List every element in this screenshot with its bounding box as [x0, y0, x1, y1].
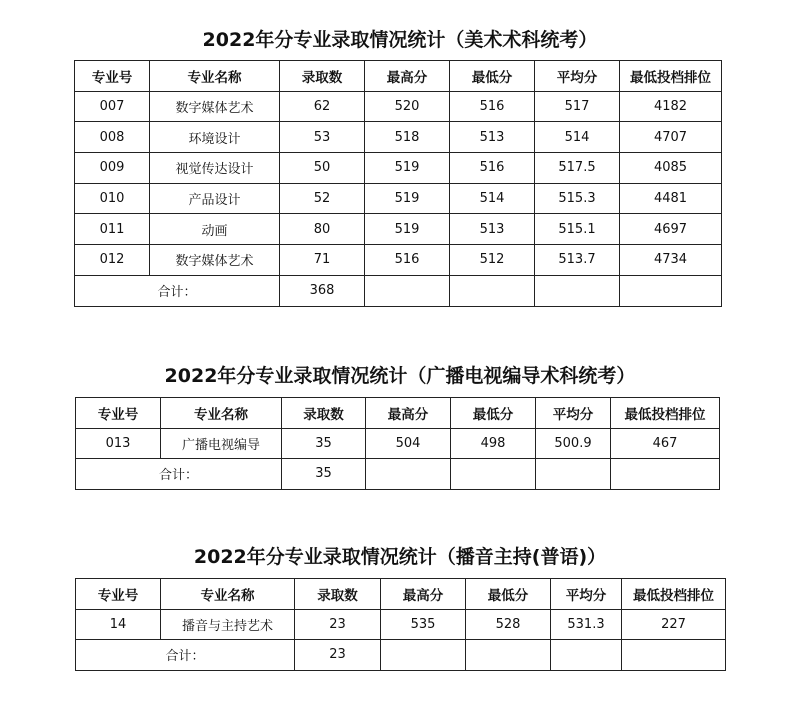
total-value: 23	[295, 640, 381, 671]
cell-major-code: 007	[75, 91, 150, 122]
empty-cell	[451, 459, 536, 490]
empty-cell	[366, 459, 451, 490]
empty-cell	[466, 640, 551, 671]
section-3-title: 2022年分专业录取情况统计（播音主持(普语)）	[193, 546, 607, 568]
cell-major-name: 数字媒体艺术	[150, 245, 280, 276]
empty-cell	[551, 640, 622, 671]
cell-min-rank: 4085	[620, 153, 722, 184]
total-label: 合计：	[76, 459, 282, 490]
header-avg-score: 平均分	[551, 579, 622, 610]
header-max-score: 最高分	[366, 398, 451, 429]
table-row	[76, 428, 720, 459]
empty-cell	[536, 459, 611, 490]
cell-min-rank: 4481	[620, 183, 722, 214]
cell-admitted: 50	[280, 153, 365, 184]
empty-cell	[622, 640, 726, 671]
cell-max-score: 518	[365, 122, 450, 153]
table-row	[75, 122, 722, 153]
header-avg-score: 平均分	[535, 61, 620, 92]
cell-major-code: 009	[75, 153, 150, 184]
empty-cell	[611, 459, 720, 490]
empty-cell	[620, 275, 722, 306]
cell-min-score: 516	[450, 153, 535, 184]
cell-min-score: 513	[450, 122, 535, 153]
header-admitted: 录取数	[295, 579, 381, 610]
cell-max-score: 519	[365, 153, 450, 184]
cell-avg-score: 517	[535, 91, 620, 122]
empty-cell	[365, 275, 450, 306]
cell-major-code: 012	[75, 245, 150, 276]
header-major-code: 专业号	[75, 61, 150, 92]
header-min-score: 最低分	[450, 61, 535, 92]
cell-major-name: 产品设计	[150, 183, 280, 214]
cell-max-score: 535	[381, 609, 466, 640]
cell-avg-score: 515.3	[535, 183, 620, 214]
section-1-table	[74, 60, 722, 307]
total-row	[76, 459, 720, 490]
cell-major-name: 播音与主持艺术	[161, 609, 295, 640]
cell-avg-score: 513.7	[535, 245, 620, 276]
cell-min-score: 498	[451, 428, 536, 459]
section-2-title: 2022年分专业录取情况统计（广播电视编导术科统考）	[164, 365, 636, 387]
cell-major-name: 环境设计	[150, 122, 280, 153]
cell-major-name: 广播电视编导	[161, 428, 282, 459]
cell-avg-score: 531.3	[551, 609, 622, 640]
table-header-row	[76, 579, 726, 610]
header-admitted: 录取数	[282, 398, 366, 429]
cell-avg-score: 515.1	[535, 214, 620, 245]
header-min-score: 最低分	[451, 398, 536, 429]
header-admitted: 录取数	[280, 61, 365, 92]
table-row	[75, 91, 722, 122]
table-row	[75, 183, 722, 214]
cell-min-rank: 4734	[620, 245, 722, 276]
cell-min-score: 513	[450, 214, 535, 245]
header-major-name: 专业名称	[150, 61, 280, 92]
table-row	[76, 609, 726, 640]
cell-min-score: 514	[450, 183, 535, 214]
header-min-rank: 最低投档排位	[611, 398, 720, 429]
cell-major-name: 视觉传达设计	[150, 153, 280, 184]
header-major-code: 专业号	[76, 579, 161, 610]
cell-max-score: 504	[366, 428, 451, 459]
cell-admitted: 80	[280, 214, 365, 245]
cell-min-rank: 4707	[620, 122, 722, 153]
cell-max-score: 520	[365, 91, 450, 122]
cell-min-score: 512	[450, 245, 535, 276]
header-major-code: 专业号	[76, 398, 161, 429]
header-max-score: 最高分	[381, 579, 466, 610]
total-value: 368	[280, 275, 365, 306]
cell-avg-score: 517.5	[535, 153, 620, 184]
total-row	[75, 275, 722, 306]
cell-admitted: 62	[280, 91, 365, 122]
cell-major-code: 008	[75, 122, 150, 153]
cell-min-rank: 4697	[620, 214, 722, 245]
cell-admitted: 71	[280, 245, 365, 276]
section-2-table	[75, 397, 720, 490]
table-header-row	[75, 61, 722, 92]
empty-cell	[450, 275, 535, 306]
cell-major-code: 010	[75, 183, 150, 214]
total-row	[76, 640, 726, 671]
header-max-score: 最高分	[365, 61, 450, 92]
cell-min-rank: 227	[622, 609, 726, 640]
cell-max-score: 516	[365, 245, 450, 276]
cell-min-rank: 4182	[620, 91, 722, 122]
header-major-name: 专业名称	[161, 398, 282, 429]
cell-major-code: 14	[76, 609, 161, 640]
header-min-rank: 最低投档排位	[622, 579, 726, 610]
table-row	[75, 245, 722, 276]
header-min-score: 最低分	[466, 579, 551, 610]
table-row	[75, 214, 722, 245]
cell-admitted: 23	[295, 609, 381, 640]
empty-cell	[381, 640, 466, 671]
cell-major-code: 011	[75, 214, 150, 245]
total-value: 35	[282, 459, 366, 490]
header-avg-score: 平均分	[536, 398, 611, 429]
section-1-title: 2022年分专业录取情况统计（美术术科统考）	[202, 29, 598, 51]
cell-min-score: 528	[466, 609, 551, 640]
empty-cell	[535, 275, 620, 306]
header-major-name: 专业名称	[161, 579, 295, 610]
cell-major-code: 013	[76, 428, 161, 459]
total-label: 合计：	[75, 275, 280, 306]
cell-admitted: 52	[280, 183, 365, 214]
cell-avg-score: 514	[535, 122, 620, 153]
cell-major-name: 动画	[150, 214, 280, 245]
section-3-table	[75, 578, 726, 671]
total-label: 合计：	[76, 640, 295, 671]
cell-max-score: 519	[365, 183, 450, 214]
table-row	[75, 153, 722, 184]
cell-max-score: 519	[365, 214, 450, 245]
cell-admitted: 35	[282, 428, 366, 459]
cell-admitted: 53	[280, 122, 365, 153]
cell-avg-score: 500.9	[536, 428, 611, 459]
cell-major-name: 数字媒体艺术	[150, 91, 280, 122]
cell-min-rank: 467	[611, 428, 720, 459]
cell-min-score: 516	[450, 91, 535, 122]
header-min-rank: 最低投档排位	[620, 61, 722, 92]
table-header-row	[76, 398, 720, 429]
